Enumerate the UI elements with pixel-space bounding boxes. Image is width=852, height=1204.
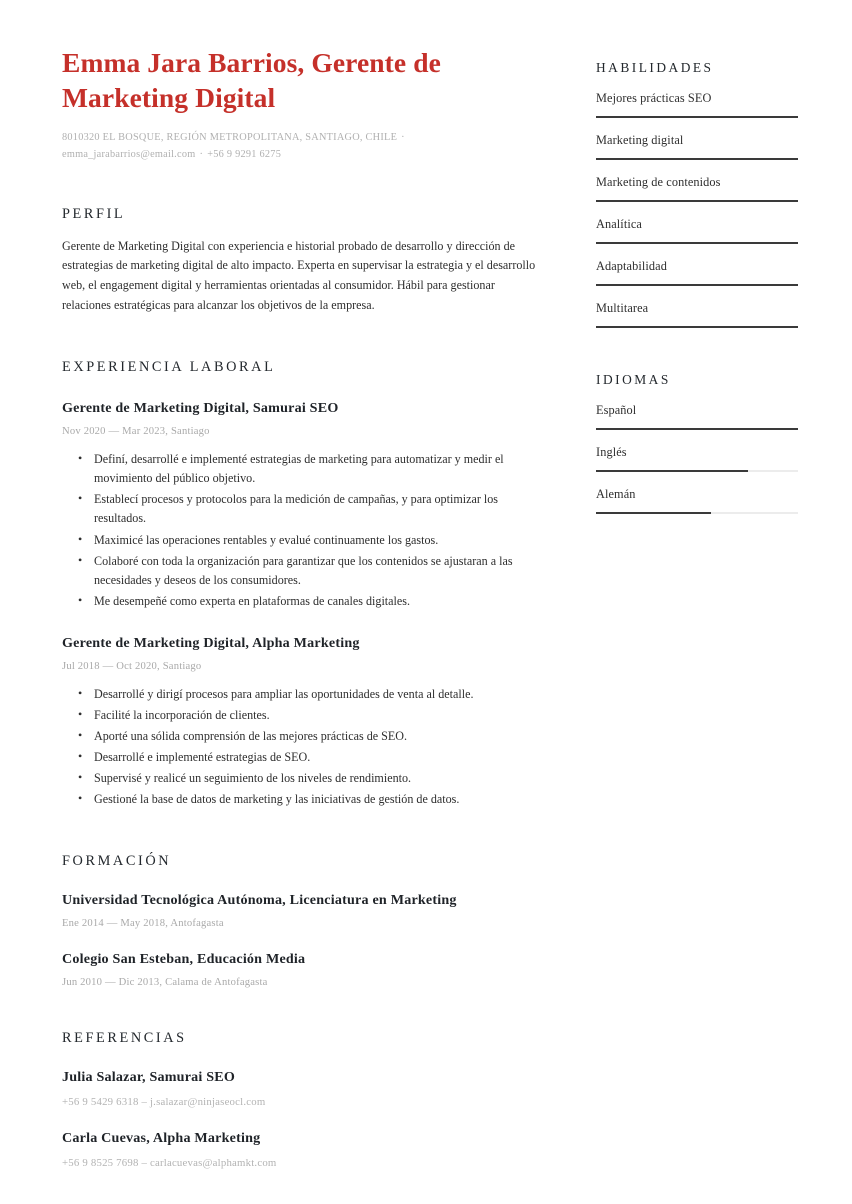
education-list (62, 892, 544, 988)
skill-bar-fill (596, 116, 798, 118)
job-bullet: • Maximicé las operaciones rentables y evalué continuamente los gastos. (94, 531, 544, 550)
language-item (596, 487, 798, 514)
language-label: Inglés (596, 444, 627, 459)
skill-label: Analítica (596, 216, 642, 231)
reference-contact: +56 9 8525 7698 – carlacuevas@alphamkt.com (62, 1157, 277, 1170)
job-bullet: • Establecí procesos y protocolos para la medición de campañas, y para optimizar los resultados. (94, 490, 544, 528)
job-bullet: • Supervisé y realicé un seguimiento de los niveles de rendimiento. (94, 769, 544, 788)
skill-label: Multitarea (596, 300, 649, 315)
language-item (596, 403, 798, 430)
skill-bar-track (596, 116, 798, 118)
job-bullet: • Definí, desarrollé e implementé estrategias de marketing para automatizar y medir el movimiento del público objetivo. (94, 450, 544, 488)
language-bar-fill (596, 428, 798, 430)
skill-bar-track (596, 200, 798, 202)
skill-label: Marketing de contenidos (596, 174, 721, 189)
section-heading-references: REFERENCIAS (62, 1030, 187, 1047)
language-bar-track (596, 470, 798, 472)
education-meta: Ene 2014 — May 2018, Antofagasta (62, 918, 224, 930)
skill-bar-track (596, 158, 798, 160)
contact-separator-1: · (401, 131, 405, 143)
experience-item (62, 400, 544, 611)
experience-item (62, 635, 544, 810)
job-title: Gerente de Marketing Digital, Alpha Marketing (62, 634, 360, 651)
job-bullet: • Facilité la incorporación de clientes. (94, 706, 544, 725)
reference-name: Julia Salazar, Samurai SEO (62, 1069, 236, 1086)
contact-email[interactable]: emma_jarabarrios@email.com (62, 148, 196, 160)
language-label: Alemán (596, 486, 636, 501)
contact-phone: +56 9 9291 6275 (207, 148, 282, 160)
skill-bar-track (596, 326, 798, 328)
skill-bar-fill (596, 326, 798, 328)
skill-label: Mejores prácticas SEO (596, 91, 712, 105)
section-heading-skills: HABILIDADES (596, 60, 714, 75)
language-bar-fill (596, 470, 748, 472)
references-list (62, 1069, 544, 1169)
job-bullets (62, 685, 544, 810)
skill-bar-track (596, 242, 798, 244)
language-bar-track (596, 428, 798, 430)
skill-item (596, 301, 798, 328)
skill-bar-fill (596, 200, 798, 202)
sidebar (574, 46, 798, 1164)
skill-bar-fill (596, 158, 798, 160)
skill-item (596, 91, 798, 118)
skill-item (596, 133, 798, 160)
job-meta: Nov 2020 — Mar 2023, Santiago (62, 426, 210, 438)
language-bar-track (596, 512, 798, 514)
job-bullet: • Colaboré con toda la organización para garantizar que los contenidos se ajustaran a las necesidades y deseos de los consumidores. (94, 552, 544, 590)
experience-list (62, 400, 544, 809)
language-bar-fill (596, 512, 711, 514)
profile-text: Gerente de Marketing Digital con experiencia e historial probado de desarrollo y dirección de estrategias de marketing digital de alto impacto. Experta en supervisar la estrategia y el desarrollo web, el engagement digital y herramientas orientadas al consumidor. Hábil para gestionar relaciones estratégicas para alcanzar los objetivos de la empresa. (62, 238, 536, 312)
job-meta: Jul 2018 — Oct 2020, Santiago (62, 660, 202, 672)
skill-bar-fill (596, 242, 798, 244)
job-bullets (62, 450, 544, 611)
reference-name: Carla Cuevas, Alpha Marketing (62, 1130, 261, 1147)
page-title: Emma Jara Barrios, Gerente de Marketing Digital (62, 47, 441, 113)
contact-info (62, 130, 544, 164)
languages-list (596, 403, 798, 514)
education-meta: Jun 2010 — Dic 2013, Calama de Antofagasta (62, 977, 268, 989)
section-heading-languages: IDIOMAS (596, 371, 671, 387)
section-heading-education: FORMACIÓN (62, 853, 172, 870)
reference-item (62, 1130, 544, 1169)
job-bullet: • Aporté una sólida comprensión de las mejores prácticas de SEO. (94, 727, 544, 746)
section-heading-experience: EXPERIENCIA LABORAL (62, 359, 276, 376)
main-column (62, 46, 574, 1170)
education-item (62, 951, 544, 988)
job-bullet: • Gestioné la base de datos de marketing y las iniciativas de gestión de datos. (94, 790, 544, 809)
skill-bar-track (596, 284, 798, 286)
language-item (596, 445, 798, 472)
job-bullet: • Desarrollé y dirigí procesos para ampliar las oportunidades de venta al detalle. (94, 685, 544, 704)
reference-contact: +56 9 5429 6318 – j.salazar@ninjaseocl.com (62, 1096, 266, 1109)
job-bullet: • Me desempeñé como experta en plataformas de canales digitales. (94, 592, 544, 611)
section-heading-profile: PERFIL (62, 205, 126, 222)
job-bullet: • Desarrollé e implementé estrategias de SEO. (94, 748, 544, 767)
skill-item (596, 175, 798, 202)
education-title: Colegio San Esteban, Educación Media (62, 951, 306, 968)
language-label: Español (596, 402, 637, 417)
skill-item (596, 259, 798, 286)
job-title: Gerente de Marketing Digital, Samurai SEO (62, 400, 339, 417)
skill-label: Adaptabilidad (596, 258, 667, 273)
contact-separator-2: · (199, 148, 204, 160)
skills-list (596, 91, 798, 328)
contact-address: 8010320 EL BOSQUE, REGIÓN METROPOLITANA, SANTIAGO, CHILE (62, 131, 398, 143)
skill-label: Marketing digital (596, 132, 684, 147)
education-title: Universidad Tecnológica Autónoma, Licenciatura en Marketing (62, 892, 457, 909)
skill-bar-fill (596, 284, 798, 286)
reference-item (62, 1069, 544, 1108)
education-item (62, 892, 544, 929)
skill-item (596, 217, 798, 244)
